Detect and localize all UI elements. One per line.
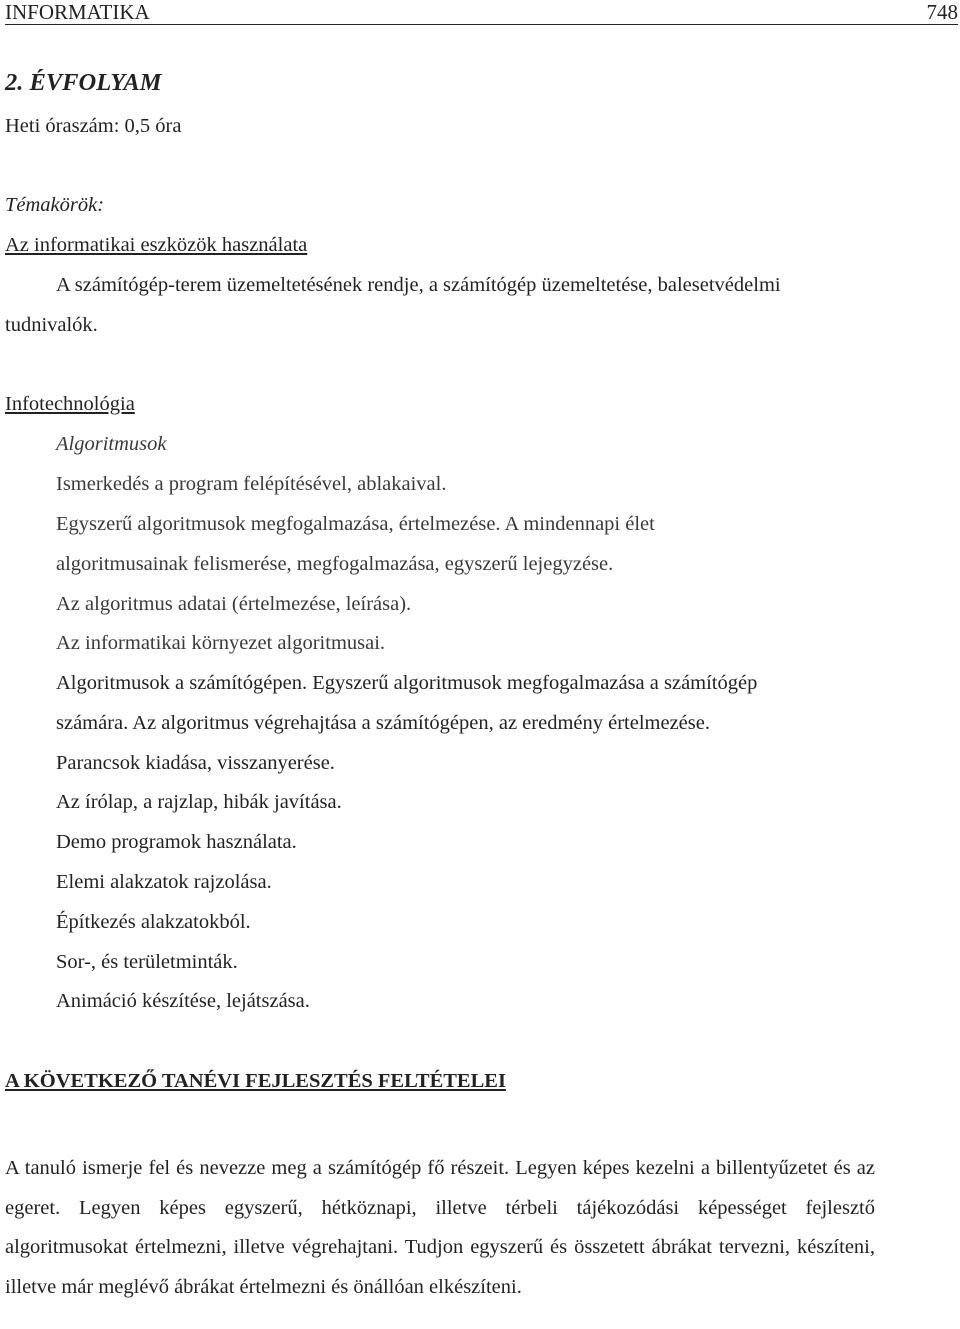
weekly-hours: Heti óraszám: 0,5 óra bbox=[5, 115, 182, 137]
header-page-number: 748 bbox=[926, 0, 958, 24]
topic2-subtitle: Algoritmusok bbox=[56, 433, 167, 455]
topic2-line: Parancsok kiadása, visszanyerése. bbox=[56, 752, 335, 774]
requirements-paragraph: A tanuló ismerje fel és nevezze meg a számítógép fő részeit. Legyen képes kezelni a billentyűzetet és az egeret. Legyen képes egyszerű, hétköznapi, illetve térbeli tájékozódási képességet fejlesztő algoritmusokat értelmezni, illetve végrehajtani. Tudjon egyszerű és összetett ábrákat tervezni, készíteni, illetve már meglévő ábrákat értelmezni és önállóan elkészíteni. bbox=[5, 1157, 875, 1298]
topic2-line: Algoritmusok a számítógépen. Egyszerű algoritmusok megfogalmazása a számítógép bbox=[56, 672, 758, 694]
topic2-line: számára. Az algoritmus végrehajtása a számítógépen, az eredmény értelmezése. bbox=[56, 712, 710, 734]
requirements-title: A KÖVETKEZŐ TANÉVI FEJLESZTÉS FELTÉTELEI bbox=[5, 1070, 506, 1092]
topic2-line: Az írólap, a rajzlap, hibák javítása. bbox=[56, 791, 342, 813]
topic2-line: Sor-, és területminták. bbox=[56, 951, 238, 973]
topic2-line: Egyszerű algoritmusok megfogalmazása, értelmezése. A mindennapi élet bbox=[56, 513, 655, 535]
topic2-line: Animáció készítése, lejátszása. bbox=[56, 990, 310, 1012]
topic2-line: Ismerkedés a program felépítésével, ablakaival. bbox=[56, 473, 447, 495]
topic2-line: Építkezés alakzatokból. bbox=[56, 911, 251, 933]
topic1-line: A számítógép-terem üzemeltetésének rendje, a számítógép üzemeltetése, balesetvédelmi bbox=[56, 274, 781, 296]
topic2-line: algoritmusainak felismerése, megfogalmazása, egyszerű lejegyzése. bbox=[56, 553, 614, 575]
topic2-title: Infotechnológia bbox=[5, 393, 135, 415]
topic2-line: Az informatikai környezet algoritmusai. bbox=[56, 632, 386, 654]
page-header bbox=[5, 0, 958, 25]
grade-heading: 2. ÉVFOLYAM bbox=[5, 69, 162, 96]
header-subject: INFORMATIKA bbox=[5, 0, 150, 24]
topic1-title: Az informatikai eszközök használata bbox=[5, 234, 308, 256]
topic2-line: Az algoritmus adatai (értelmezése, leírása). bbox=[56, 593, 412, 615]
topic2-line: Demo programok használata. bbox=[56, 831, 297, 853]
topics-label: Témakörök: bbox=[5, 194, 105, 216]
topic1-line: tudnivalók. bbox=[5, 314, 98, 336]
topic2-line: Elemi alakzatok rajzolása. bbox=[56, 871, 272, 893]
